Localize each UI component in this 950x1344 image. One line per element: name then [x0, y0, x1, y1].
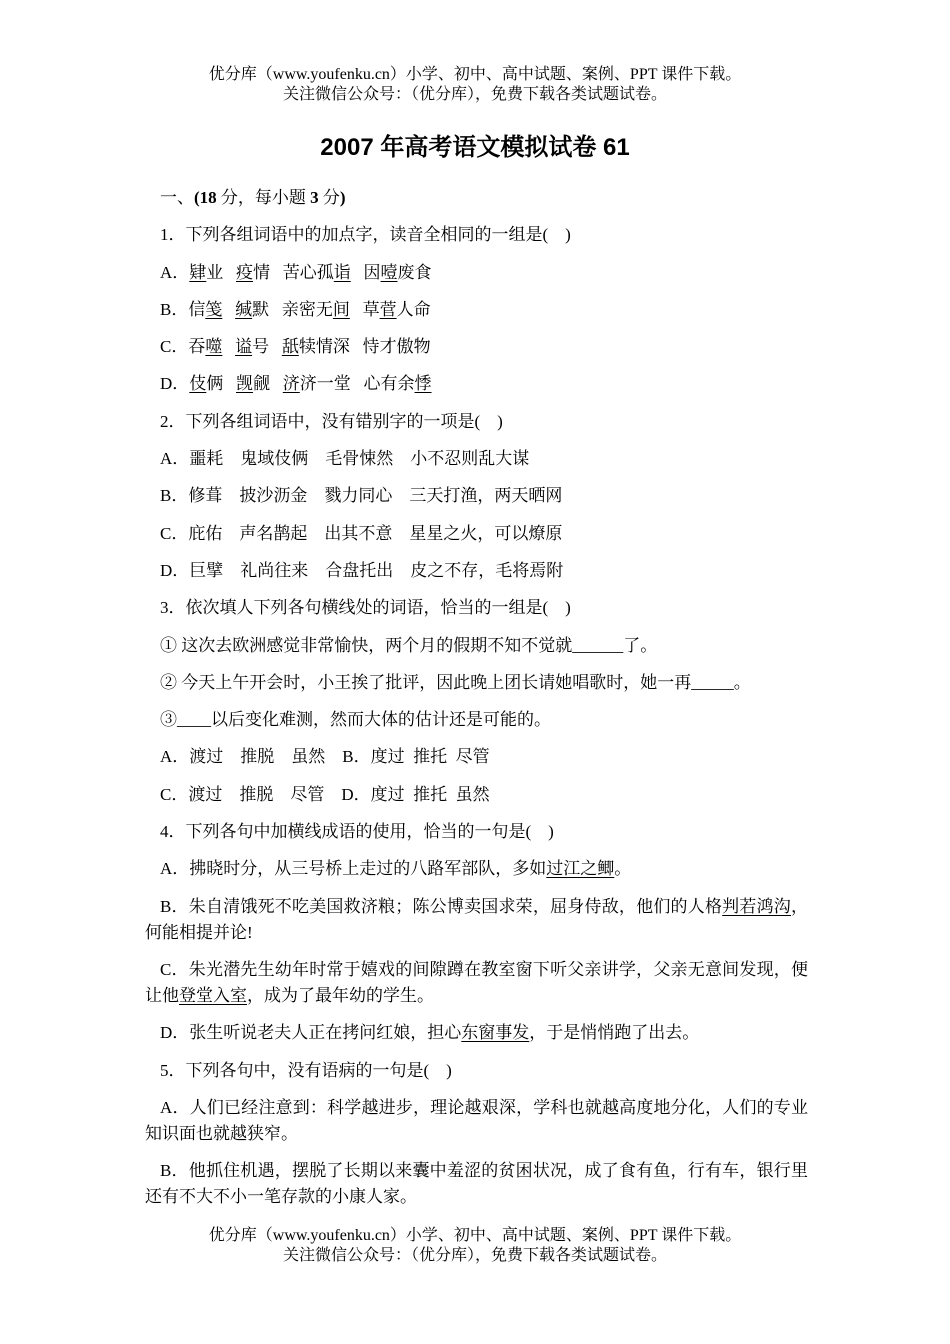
underlined-text: 笺: [205, 299, 223, 319]
question-3-sentence-3: ③____以后变化难测，然而大体的估计还是可能的。: [160, 710, 551, 730]
question-1-option-c: [145, 334, 808, 360]
text-segment: 业: [206, 262, 237, 282]
question-3-sentence-2: ② 今天上午开会时，小王挨了批评，因此晚上团长请她唱歌时，她一再_____。: [160, 672, 751, 692]
header-banner: [0, 65, 950, 105]
footer-banner-line-1: 优分库（www.youfenku.cn）小学、初中、高中试题、案例、PPT 课件下载。: [208, 1227, 742, 1244]
underlined-text: 济: [282, 374, 300, 394]
question-3-option-c: C．渡过 推脱 尽管: [160, 784, 325, 804]
question-1-option-b: [145, 297, 808, 323]
text-segment: 情 苦心孤: [253, 262, 334, 282]
underlined-text: 伎: [189, 374, 207, 394]
text-segment: 分: [318, 188, 340, 207]
underlined-text: 噎: [380, 262, 398, 282]
question-4-option-c: [145, 957, 808, 1009]
question-3-option-d: D．度过 推托 虽然: [341, 784, 490, 804]
question-2-stem: 2．下列各组词语中，没有错别字的一项是( ): [160, 411, 503, 431]
question-3-option-b: B．度过 推托 尽管: [342, 747, 490, 767]
question-3-options-row-1: [145, 744, 808, 770]
text-segment: 犊情深 恃才傲物: [298, 337, 431, 357]
text-segment: 人命: [396, 299, 431, 319]
question-5-stem: 5．下列各句中，没有语病的一句是( ): [160, 1060, 452, 1080]
bold-text: ): [339, 188, 346, 207]
question-1-stem: 1．下列各组词语中的加点字，读音全相同的一组是( ): [160, 225, 571, 245]
text-segment: D．张生听说老夫人正在拷问红娘，担心: [160, 1023, 462, 1043]
underlined-text: 登堂入室: [179, 985, 247, 1005]
question-2-option-d: D．巨擘 礼尚往来 合盘托出 皮之不存，毛将焉附: [160, 560, 564, 580]
underlined-text: 疫: [236, 262, 254, 282]
question-2-option-b: B．修葺 披沙沥金 戮力同心 三天打渔，两天晒网: [160, 486, 563, 506]
footer-banner-line-2: 关注微信公众号：（优分库），免费下载各类试题试卷。: [282, 1247, 667, 1264]
underlined-text: 过江之鲫: [546, 859, 615, 879]
question-4-option-b: [145, 894, 808, 946]
text-segment: 号: [252, 337, 282, 357]
text-segment: 废食: [397, 262, 432, 282]
text-segment: [222, 337, 235, 356]
question-3-options-row-2: [145, 782, 808, 808]
text-segment: [222, 300, 235, 319]
question-1-option-a: [145, 260, 808, 286]
text-segment: 觎: [253, 374, 283, 394]
question-3-option-a: A．渡过 推脱 虽然: [160, 747, 326, 767]
text-segment: A．拂晓时分，从三号桥上走过的八路军部队，多如: [160, 859, 547, 879]
exam-content: [145, 185, 808, 1221]
question-4-option-a: [145, 856, 808, 882]
bold-text: 3: [310, 188, 319, 207]
text-segment: 济一堂 心有余: [299, 374, 415, 394]
underlined-text: 东窗事发: [461, 1023, 530, 1043]
underlined-text: 肄: [189, 262, 207, 282]
header-banner-line-1: 优分库（www.youfenku.cn）小学、初中、高中试题、案例、PPT 课件下载。: [208, 66, 742, 83]
option-gap: [324, 799, 341, 800]
bold-text: (18: [194, 188, 217, 207]
text-segment: 因: [350, 262, 381, 282]
text-segment: B．信: [160, 299, 206, 319]
question-2-option-c: C．庇佑 声名鹊起 出其不意 星星之火，可以燎原: [160, 523, 563, 543]
underlined-text: 菅: [379, 299, 397, 319]
underlined-text: 悸: [414, 374, 432, 394]
underlined-text: 舐: [281, 337, 299, 357]
text-segment: B．朱自清饿死不吃美国救济粮；陈公博卖国求荣，屈身侍敌，他们的人格: [160, 896, 723, 916]
underlined-text: 噬: [205, 337, 223, 357]
question-5-option-b: B．他抓住机遇，摆脱了长期以来囊中羞涩的贫困状况，成了食有鱼，行有车，银行里还有不大不小一笔存款的小康人家。: [145, 1161, 808, 1207]
text-segment: C．朱光潜先生幼年时常于嬉戏的间隙蹲在教室窗下听父亲讲学，父亲无意间发现，便让他: [145, 959, 808, 1005]
question-2-option-a: A．噩耗 鬼域伎俩 毛骨悚然 小不忍则乱大谋: [160, 449, 530, 469]
underlined-text: 谥: [235, 337, 253, 357]
question-4-option-d: [145, 1020, 808, 1046]
text-segment: 默 亲密无: [252, 299, 333, 319]
text-segment: ，于是悄悄跑了出去。: [529, 1023, 700, 1043]
question-3-stem: 3．依次填人下列各句横线处的词语，恰当的一组是( ): [160, 598, 571, 618]
text-segment: 分，每小题: [216, 188, 311, 207]
text-segment: C．吞: [160, 337, 206, 357]
exam-title: 2007 年高考语文模拟试卷 61: [320, 134, 630, 161]
text-segment: 俩: [206, 374, 237, 394]
text-segment: 。: [614, 859, 632, 879]
question-5-option-a: A．人们已经注意到：科学越进步，理论越艰深，学科也就越高度地分化，人们的专业知识面也就越狭窄。: [145, 1097, 808, 1143]
underlined-text: 判若鸿沟: [722, 896, 791, 916]
header-banner-line-2: 关注微信公众号：（优分库），免费下载各类试题试卷。: [282, 86, 667, 103]
text-segment: 一、: [160, 188, 194, 207]
text-segment: A．: [160, 262, 190, 282]
text-segment: 草: [349, 299, 380, 319]
section-heading: [145, 185, 808, 211]
option-gap: [325, 761, 342, 762]
question-4-stem: 4．下列各句中加横线成语的使用，恰当的一句是( ): [160, 822, 554, 842]
text-segment: ，成为了最年幼的学生。: [247, 985, 434, 1005]
underlined-text: 诣: [333, 262, 351, 282]
underlined-text: 觊: [236, 374, 254, 394]
underlined-text: 缄: [235, 299, 253, 319]
question-3-sentence-1: ① 这次去欧洲感觉非常愉快，两个月的假期不知不觉就______了。: [160, 635, 658, 655]
underlined-text: 间: [332, 299, 350, 319]
text-segment: D．: [160, 374, 190, 394]
question-1-option-d: [145, 371, 808, 397]
text-segment: ，何能相提并论!: [145, 896, 808, 942]
footer-banner: [0, 1226, 950, 1266]
